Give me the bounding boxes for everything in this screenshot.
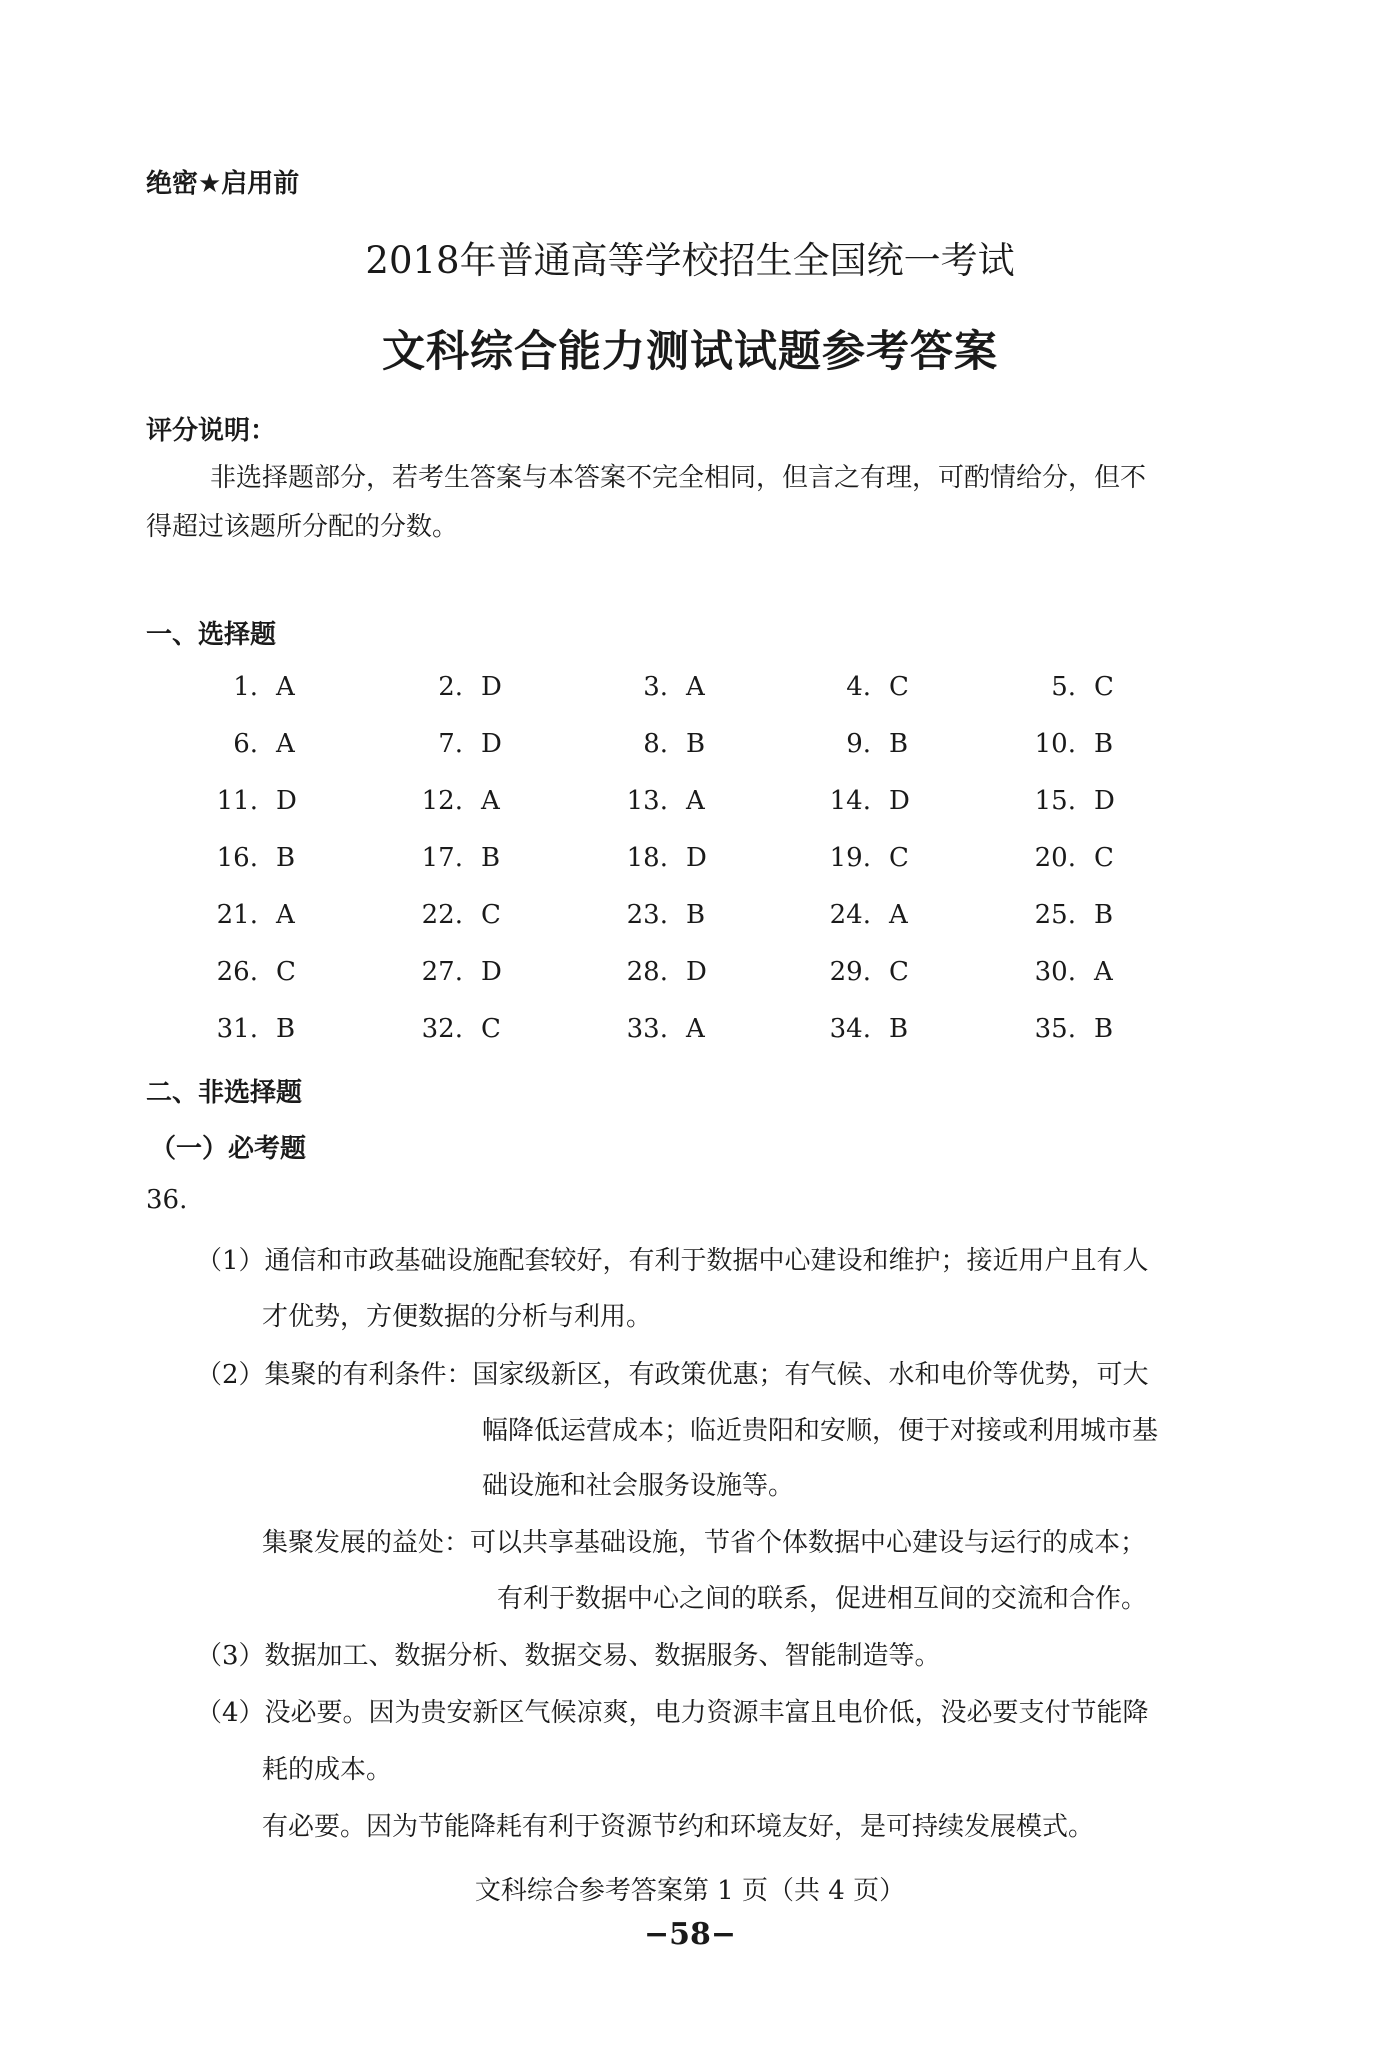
mc-answer-item <box>385 672 502 702</box>
mc-answer-item <box>385 729 502 759</box>
mc-answer-letter: B <box>1094 729 1114 759</box>
mc-answer-letter: D <box>481 729 502 759</box>
answer-36-2-line-3: 础设施和社会服务设施等。 <box>482 1471 795 1501</box>
mc-answer-letter: A <box>481 786 500 816</box>
answer-36-1-line-2: 才优势，方便数据的分析与利用。 <box>262 1302 653 1332</box>
mc-question-number: 16. <box>216 843 258 873</box>
mc-answer-item <box>590 843 707 873</box>
mc-answer-item <box>998 1014 1113 1044</box>
mc-answer-letter: C <box>1094 843 1114 873</box>
mc-answer-letter: B <box>276 1014 296 1044</box>
mc-answer-item <box>180 672 295 702</box>
question-36-number: 36. <box>146 1185 188 1215</box>
mc-question-number: 7. <box>438 729 463 759</box>
mc-answer-item <box>180 1014 295 1044</box>
mc-answer-letter: C <box>889 672 909 702</box>
mc-question-number: 29. <box>829 957 871 987</box>
section-1-title: 一、选择题 <box>146 620 277 650</box>
mc-answer-item <box>180 900 295 930</box>
mc-answer-item <box>180 729 295 759</box>
mc-question-number: 21. <box>216 900 258 930</box>
section-2-title: 二、非选择题 <box>146 1078 303 1108</box>
mc-answer-letter: B <box>889 729 909 759</box>
mc-question-number: 27. <box>421 957 463 987</box>
answer-36-4-line-2: 耗的成本。 <box>262 1755 393 1785</box>
mc-question-number: 10. <box>1034 729 1076 759</box>
mc-answer-letter: D <box>481 957 502 987</box>
mc-answer-item <box>998 729 1113 759</box>
mc-answer-letter: A <box>686 672 705 702</box>
mc-answer-item <box>793 1014 908 1044</box>
mc-answer-item <box>793 957 909 987</box>
mc-answer-item <box>793 672 909 702</box>
mc-question-number: 1. <box>233 672 258 702</box>
mc-question-number: 19. <box>829 843 871 873</box>
mc-answer-letter: D <box>481 672 502 702</box>
mc-answer-letter: B <box>1094 1014 1114 1044</box>
mc-question-number: 20. <box>1034 843 1076 873</box>
mc-question-number: 30. <box>1034 957 1076 987</box>
answer-36-2-line-2: 幅降低运营成本；临近贵阳和安顺，便于对接或利用城市基 <box>482 1416 1159 1446</box>
answer-36-2-line-1: （2）集聚的有利条件：国家级新区，有政策优惠；有气候、水和电价等优势，可大 <box>196 1360 1149 1390</box>
mc-answer-letter: A <box>686 1014 705 1044</box>
mc-answer-item <box>998 900 1113 930</box>
mc-question-number: 4. <box>846 672 871 702</box>
mc-question-number: 33. <box>626 1014 668 1044</box>
answer-36-4-line-1: （4）没必要。因为贵安新区气候凉爽，电力资源丰富且电价低，没必要支付节能降 <box>196 1698 1149 1728</box>
mc-question-number: 8. <box>643 729 668 759</box>
mc-answer-item <box>998 957 1113 987</box>
mc-answer-letter: D <box>1094 786 1115 816</box>
mc-question-number: 23. <box>626 900 668 930</box>
mc-answer-item <box>793 900 908 930</box>
mc-question-number: 22. <box>421 900 463 930</box>
mc-answer-item <box>590 786 705 816</box>
mc-question-number: 25. <box>1034 900 1076 930</box>
mc-answer-item <box>385 843 500 873</box>
subsection-required: （一）必考题 <box>150 1134 307 1164</box>
mc-question-number: 14. <box>829 786 871 816</box>
mc-answer-item <box>590 672 705 702</box>
mc-question-number: 31. <box>216 1014 258 1044</box>
mc-answer-item <box>180 957 296 987</box>
mc-answer-letter: B <box>686 729 706 759</box>
mc-answer-item <box>998 843 1114 873</box>
confidential-label: 绝密★启用前 <box>146 169 300 199</box>
mc-answer-letter: A <box>276 672 295 702</box>
answer-36-4-line-3: 有必要。因为节能降耗有利于资源节约和环境友好，是可持续发展模式。 <box>262 1812 1095 1842</box>
mc-answer-letter: A <box>889 900 908 930</box>
mc-question-number: 2. <box>438 672 463 702</box>
mc-question-number: 18. <box>626 843 668 873</box>
mc-answer-item <box>385 957 502 987</box>
scoring-label: 评分说明： <box>146 416 277 446</box>
mc-question-number: 3. <box>643 672 668 702</box>
mc-answer-letter: D <box>686 843 707 873</box>
mc-answer-item <box>385 786 500 816</box>
mc-answer-letter: D <box>276 786 297 816</box>
mc-answer-item <box>998 786 1115 816</box>
mc-answer-item <box>793 729 908 759</box>
mc-answer-item <box>793 786 910 816</box>
mc-question-number: 13. <box>626 786 668 816</box>
mc-answer-item <box>590 900 705 930</box>
mc-answer-letter: A <box>686 786 705 816</box>
mc-answer-letter: B <box>276 843 296 873</box>
scoring-line-2: 得超过该题所分配的分数。 <box>146 512 459 542</box>
mc-answer-letter: A <box>1094 957 1113 987</box>
mc-answer-letter: C <box>276 957 296 987</box>
mc-question-number: 12. <box>421 786 463 816</box>
mc-answer-item <box>590 1014 705 1044</box>
answer-36-2-line-5: 有利于数据中心之间的联系，促进相互间的交流和合作。 <box>497 1584 1148 1614</box>
mc-answer-letter: B <box>686 900 706 930</box>
mc-answer-item <box>590 729 705 759</box>
answer-36-2-line-4: 集聚发展的益处：可以共享基础设施，节省个体数据中心建设与运行的成本； <box>262 1528 1147 1558</box>
mc-answer-letter: C <box>889 957 909 987</box>
mc-question-number: 11. <box>216 786 258 816</box>
answer-36-3: （3）数据加工、数据分析、数据交易、数据服务、智能制造等。 <box>196 1641 941 1671</box>
page-title: 文科综合能力测试试题参考答案 <box>382 327 998 377</box>
answer-36-1-line-1: （1）通信和市政基础设施配套较好，有利于数据中心建设和维护；接近用户且有人 <box>196 1246 1149 1276</box>
mc-answer-item <box>793 843 909 873</box>
page-footer: 文科综合参考答案第 1 页（共 4 页） <box>474 1876 906 1906</box>
mc-question-number: 28. <box>626 957 668 987</box>
mc-answer-letter: D <box>889 786 910 816</box>
mc-answer-letter: C <box>481 1014 501 1044</box>
mc-question-number: 34. <box>829 1014 871 1044</box>
mc-question-number: 26. <box>216 957 258 987</box>
mc-answer-letter: A <box>276 900 295 930</box>
mc-question-number: 6. <box>233 729 258 759</box>
mc-answer-item <box>998 672 1114 702</box>
mc-answer-letter: C <box>1094 672 1114 702</box>
mc-answer-item <box>180 786 297 816</box>
mc-question-number: 9. <box>846 729 871 759</box>
mc-answer-letter: C <box>481 900 501 930</box>
mc-answer-item <box>590 957 707 987</box>
mc-question-number: 32. <box>421 1014 463 1044</box>
mc-answer-letter: B <box>1094 900 1114 930</box>
mc-answer-item <box>385 1014 501 1044</box>
mc-question-number: 17. <box>421 843 463 873</box>
scoring-line-1: 非选择题部分，若考生答案与本答案不完全相同，但言之有理，可酌情给分，但不 <box>210 463 1147 493</box>
mc-question-number: 15. <box>1034 786 1076 816</box>
mc-question-number: 35. <box>1034 1014 1076 1044</box>
mc-answer-item <box>385 900 501 930</box>
mc-answer-letter: B <box>889 1014 909 1044</box>
exam-name: 2018年普通高等学校招生全国统一考试 <box>365 239 1015 282</box>
page-number: −58− <box>643 1917 737 1952</box>
mc-answer-item <box>180 843 295 873</box>
mc-question-number: 5. <box>1051 672 1076 702</box>
mc-answer-letter: C <box>889 843 909 873</box>
mc-answer-letter: D <box>686 957 707 987</box>
mc-answer-letter: B <box>481 843 501 873</box>
mc-question-number: 24. <box>829 900 871 930</box>
mc-answer-letter: A <box>276 729 295 759</box>
